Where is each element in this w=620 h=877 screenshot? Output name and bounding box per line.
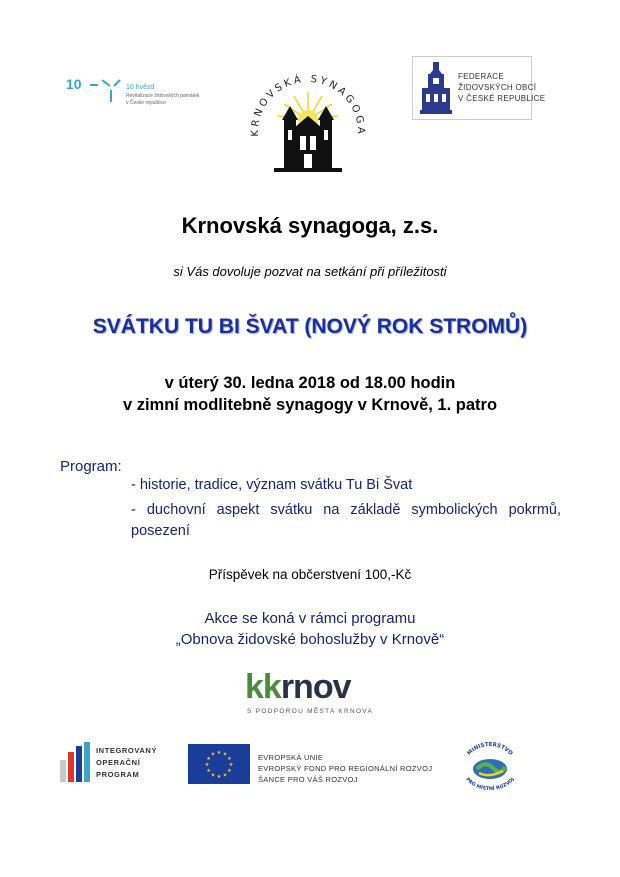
iop-line-2: OPERAČNÍ	[96, 758, 141, 767]
krnov-wordmark	[245, 668, 351, 707]
iop-logo	[58, 742, 178, 786]
star-fragment-icon	[100, 76, 122, 106]
eu-text	[258, 752, 432, 785]
krnov-logo	[245, 668, 385, 718]
svg-text:★: ★	[222, 772, 228, 779]
eu-line-2: EVROPSKÝ FOND PRO REGIONÁLNÍ ROZVOJ	[258, 764, 433, 773]
federation-line-1: FEDERACE	[458, 72, 504, 81]
svg-text:★: ★	[216, 750, 222, 756]
svg-text:PRO MÍSTNÍ ROZVOJ: PRO MÍSTNÍ ROZVOJ	[464, 777, 516, 792]
svg-text:KRNOVSKÁ SYNAGOGA: KRNOVSKÁ SYNAGOGA	[249, 73, 367, 137]
synagogue-logo	[244, 70, 372, 180]
iop-bars-icon	[58, 742, 92, 784]
federation-line-3: V ČESKÉ REPUBLICE	[458, 94, 546, 103]
krnov-subtitle: S PODPOROU MĚSTA KRNOVA	[247, 708, 374, 715]
svg-text:★: ★	[227, 768, 232, 774]
ten-stars-logo	[66, 74, 200, 114]
program-item: - historie, tradice, význam svátku Tu Bi Švat	[131, 477, 413, 493]
svg-text:★: ★	[228, 762, 234, 768]
iop-line-3: PROGRAM	[96, 770, 140, 779]
organizer-title: Krnovská synagoga, z.s.	[181, 213, 439, 238]
invitation-text: si Vás dovoluje pozvat na setkání při příležitosti	[173, 264, 447, 279]
event-place: v zimní modlitebně synagogy v Krnově, 1. patro	[122, 396, 498, 414]
ten-stars-subtitle: Revitalizace židovských památek	[126, 93, 200, 99]
krnov-wordmark-k: kk	[245, 668, 281, 706]
svg-text:★: ★	[206, 768, 211, 774]
krnov-wordmark-rest: rnov	[280, 668, 351, 706]
federation-line-2: ŽIDOVSKÝCH OBCÍ	[458, 83, 537, 92]
svg-text:★: ★	[210, 751, 216, 758]
svg-text:MINISTERSTVO: MINISTERSTVO	[466, 741, 514, 757]
svg-text:★: ★	[222, 751, 228, 758]
event-when	[0, 372, 620, 416]
eu-flag-icon	[188, 744, 250, 784]
program-note-line-1: Akce se koná v rámci programu	[204, 610, 416, 627]
contribution-text: Příspěvek na občerstvení 100,-Kč	[208, 567, 412, 582]
ten-stars-dash	[90, 84, 98, 86]
program-note	[0, 608, 620, 650]
eu-flag	[188, 744, 250, 784]
svg-text:★: ★	[206, 756, 211, 762]
event-date-time: v úterý 30. ledna 2018 od 18.00 hodin	[164, 374, 456, 392]
ten-stars-subtitle-2: v České republice	[126, 100, 166, 106]
program-item: - duchovní aspekt svátku na základě symbolických pokrmů, posezení	[131, 502, 561, 539]
eu-line-1: EVROPSKÁ UNIE	[258, 753, 324, 762]
eu-line-3: ŠANCE PRO VÁŠ ROZVOJ	[258, 775, 358, 784]
program-note-line-2: „Obnova židovské bohoslužby v Krnově“	[175, 631, 445, 648]
svg-text:★: ★	[216, 774, 222, 780]
ten-stars-number: 10	[66, 76, 82, 92]
iop-line-1: INTEGROVANÝ	[96, 746, 158, 755]
holiday-heading: SVÁTKU TU BI ŠVAT (NOVÝ ROK STROMŮ)	[92, 315, 528, 338]
svg-text:★: ★	[210, 772, 216, 779]
ministry-emblem-icon	[455, 738, 525, 792]
federation-building-icon	[418, 60, 454, 116]
svg-text:★: ★	[204, 762, 210, 768]
program-heading: Program:	[60, 458, 122, 475]
federation-logo	[412, 56, 546, 120]
svg-text:★: ★	[227, 756, 232, 762]
synagogue-building-icon	[244, 70, 372, 180]
ten-stars-title: 10 hvězd	[126, 84, 155, 91]
ministry-logo	[455, 738, 525, 792]
